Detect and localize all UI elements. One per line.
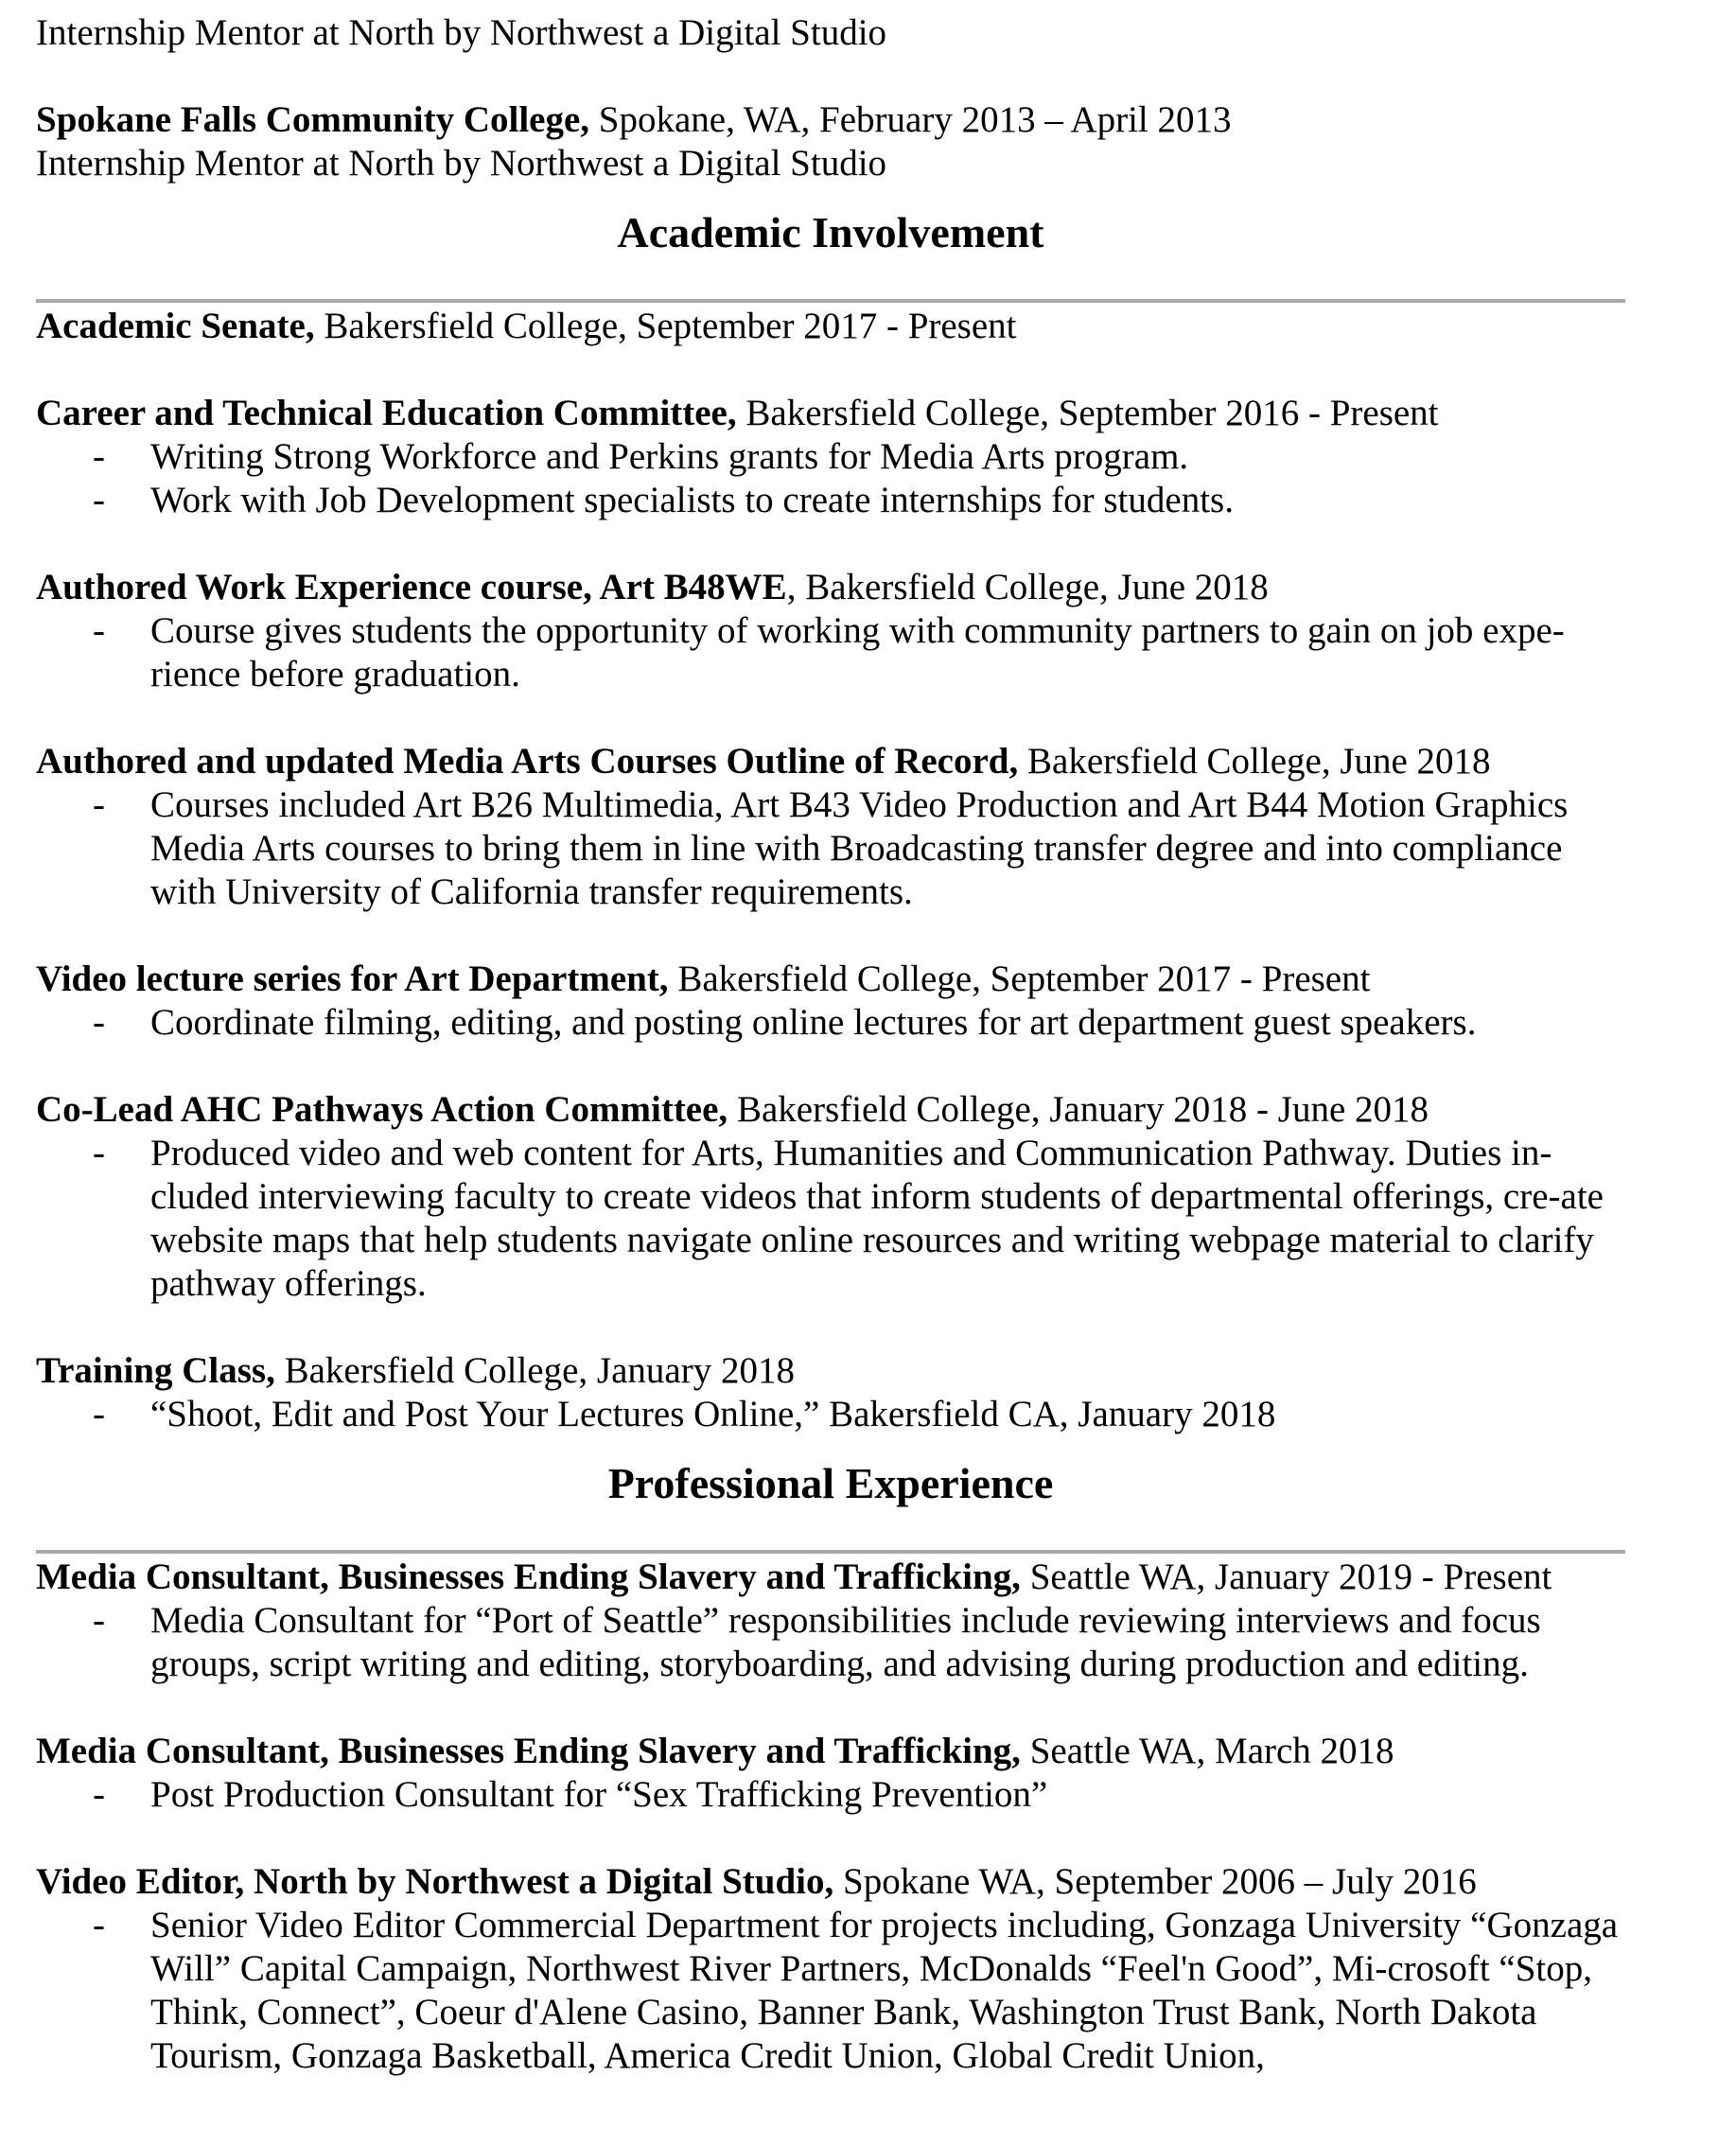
bullet-item: [36, 783, 1625, 914]
academic-divider: [36, 299, 1625, 303]
sfcc-detail: Spokane, WA, February 2013 – April 2013: [589, 99, 1232, 140]
entry-title: Media Consultant, Businesses Ending Slavery and Trafficking,: [36, 1557, 1021, 1597]
bullet-text: Produced video and web content for Arts, Humanities and Communication Pathway. Duties in-cluded interviewing faculty to create videos that inform students of departmental offerings, cre-ate website maps that help students navigate online resources and writing webpage material to clarify pathway offerings.: [150, 1133, 1604, 1304]
entry-title-line: [36, 305, 1625, 348]
sfcc-entry-title: [36, 98, 1625, 142]
resume-page: [36, 11, 1625, 2078]
bullet-item: [36, 1393, 1625, 1436]
bullet-item: [36, 1904, 1625, 2078]
bullet-text: Coordinate filming, editing, and posting online lectures for art department guest speakers.: [150, 1002, 1477, 1043]
bullet-text: Media Consultant for “Port of Seattle” responsibilities include reviewing interviews and focus groups, script writing and editing, storyboarding, and advising during production and editing.: [150, 1600, 1541, 1684]
academic-entry: [36, 958, 1625, 1045]
academic-entry: [36, 740, 1625, 914]
bullet-text: “Shoot, Edit and Post Your Lectures Online,” Bakersfield CA, January 2018: [150, 1394, 1276, 1434]
professional-divider: [36, 1550, 1625, 1554]
intro-line-1: Internship Mentor at North by Northwest a Digital Studio: [36, 12, 887, 53]
spacer: [36, 1817, 1625, 1860]
entry-title-line: [36, 1088, 1625, 1132]
bullet-list: [36, 783, 1625, 914]
professional-entry: [36, 1556, 1625, 1686]
bullet-list: [36, 1599, 1625, 1686]
bullet-item: [36, 1132, 1625, 1306]
bullet-list: [36, 1904, 1625, 2078]
spacer: [36, 1045, 1625, 1088]
bullet-dash: -: [93, 1394, 105, 1434]
bullet-dash: -: [93, 480, 105, 520]
entry-detail: Spokane WA, September 2006 – July 2016: [833, 1861, 1477, 1902]
bullet-dash: -: [93, 1774, 105, 1815]
bullet-text: Work with Job Development specialists to create internships for students.: [150, 480, 1234, 520]
entry-title: Video lecture series for Art Department,: [36, 959, 669, 999]
bullet-item: [36, 479, 1625, 522]
academic-entry: [36, 305, 1625, 348]
academic-entry: [36, 392, 1625, 522]
bullet-item: [36, 609, 1625, 696]
entry-title-line: [36, 1556, 1625, 1599]
bullet-list: [36, 1393, 1625, 1436]
bullet-list: [36, 1773, 1625, 1817]
entry-detail: Seattle WA, January 2019 - Present: [1020, 1557, 1552, 1597]
spacer: [36, 522, 1625, 566]
bullet-list: [36, 1132, 1625, 1306]
bullet-list: [36, 435, 1625, 522]
bullet-text: Post Production Consultant for “Sex Trafficking Prevention”: [150, 1774, 1048, 1815]
bullet-list: [36, 1001, 1625, 1045]
bullet-dash: -: [93, 1002, 105, 1043]
entry-detail: Bakersfield College, January 2018: [274, 1350, 795, 1391]
entry-detail: Bakersfield College, September 2017 - Present: [314, 306, 1017, 346]
professional-entry: [36, 1730, 1625, 1817]
professional-entry: [36, 1860, 1625, 2078]
academic-entry: [36, 1088, 1625, 1306]
entry-detail: , Bakersfield College, June 2018: [786, 567, 1269, 607]
spacer: [36, 1306, 1625, 1349]
entry-detail: Bakersfield College, January 2018 - June 2018: [728, 1089, 1429, 1130]
academic-entries: [36, 305, 1625, 1436]
bullet-text: Course gives students the opportunity of working with community partners to gain on job expe-rience before graduation.: [150, 610, 1565, 695]
spacer: [36, 1686, 1625, 1730]
entry-title-line: [36, 1860, 1625, 1904]
entry-detail: Seattle WA, March 2018: [1020, 1731, 1394, 1771]
intro-line-2: Internship Mentor at North by Northwest a Digital Studio: [36, 143, 887, 184]
entry-title: Authored and updated Media Arts Courses Outline of Record,: [36, 741, 1019, 782]
bullet-text: Courses included Art B26 Multimedia, Art B43 Video Production and Art B44 Motion Graphics Media Arts courses to bring them in line with Broadcasting transfer degree and into compliance with University of California transfer requirements.: [150, 784, 1569, 912]
entry-title-line: [36, 1730, 1625, 1773]
spacer: [36, 55, 1625, 98]
entry-title: Video Editor, North by Northwest a Digital Studio,: [36, 1861, 834, 1902]
entry-title: Media Consultant, Businesses Ending Slavery and Trafficking,: [36, 1731, 1021, 1771]
bullet-item: [36, 435, 1625, 479]
academic-heading: Academic Involvement: [617, 208, 1044, 256]
bullet-item: [36, 1773, 1625, 1817]
entry-title-line: [36, 392, 1625, 435]
entry-detail: Bakersfield College, September 2017 - Present: [668, 959, 1371, 999]
entry-title-line: [36, 958, 1625, 1001]
academic-entry: [36, 1349, 1625, 1436]
entry-title: Career and Technical Education Committee,: [36, 393, 737, 433]
entry-title: Co-Lead AHC Pathways Action Committee,: [36, 1089, 728, 1130]
spacer: [36, 914, 1625, 958]
entry-title-line: [36, 566, 1625, 609]
entry-title: Academic Senate,: [36, 306, 315, 346]
entry-title: Authored Work Experience course, Art B48WE: [36, 567, 787, 607]
bullet-text: Senior Video Editor Commercial Department for projects including, Gonzaga University “Gonzaga Will” Capital Campaign, Northwest River Partners, McDonalds “Feel'n Good”, Mi-crosoft “Stop, Think, Connect”, Coeur d'Alene Casino, Banner Bank, Washington Trust Bank, North Dakota Tourism, Gonzaga Basketball, America Credit Union, Global Credit Union,: [150, 1905, 1619, 2076]
entry-title-line: [36, 740, 1625, 783]
academic-entry: [36, 566, 1625, 696]
bullet-dash: -: [93, 784, 105, 825]
entry-detail: Bakersfield College, June 2018: [1018, 741, 1491, 782]
bullet-list: [36, 609, 1625, 696]
bullet-dash: -: [93, 610, 105, 651]
bullet-item: [36, 1599, 1625, 1686]
sfcc-title: Spokane Falls Community College,: [36, 99, 590, 140]
bullet-dash: -: [93, 1905, 105, 1945]
bullet-item: [36, 1001, 1625, 1045]
spacer: [36, 696, 1625, 740]
entry-title-line: [36, 1349, 1625, 1393]
professional-entries: [36, 1556, 1625, 2078]
entry-detail: Bakersfield College, September 2016 - Present: [736, 393, 1439, 433]
bullet-dash: -: [93, 1133, 105, 1173]
entry-title: Training Class,: [36, 1350, 275, 1391]
bullet-dash: -: [93, 436, 105, 477]
bullet-dash: -: [93, 1600, 105, 1641]
spacer: [36, 348, 1625, 392]
professional-heading: Professional Experience: [607, 1459, 1054, 1507]
bullet-text: Writing Strong Workforce and Perkins grants for Media Arts program.: [150, 436, 1189, 477]
